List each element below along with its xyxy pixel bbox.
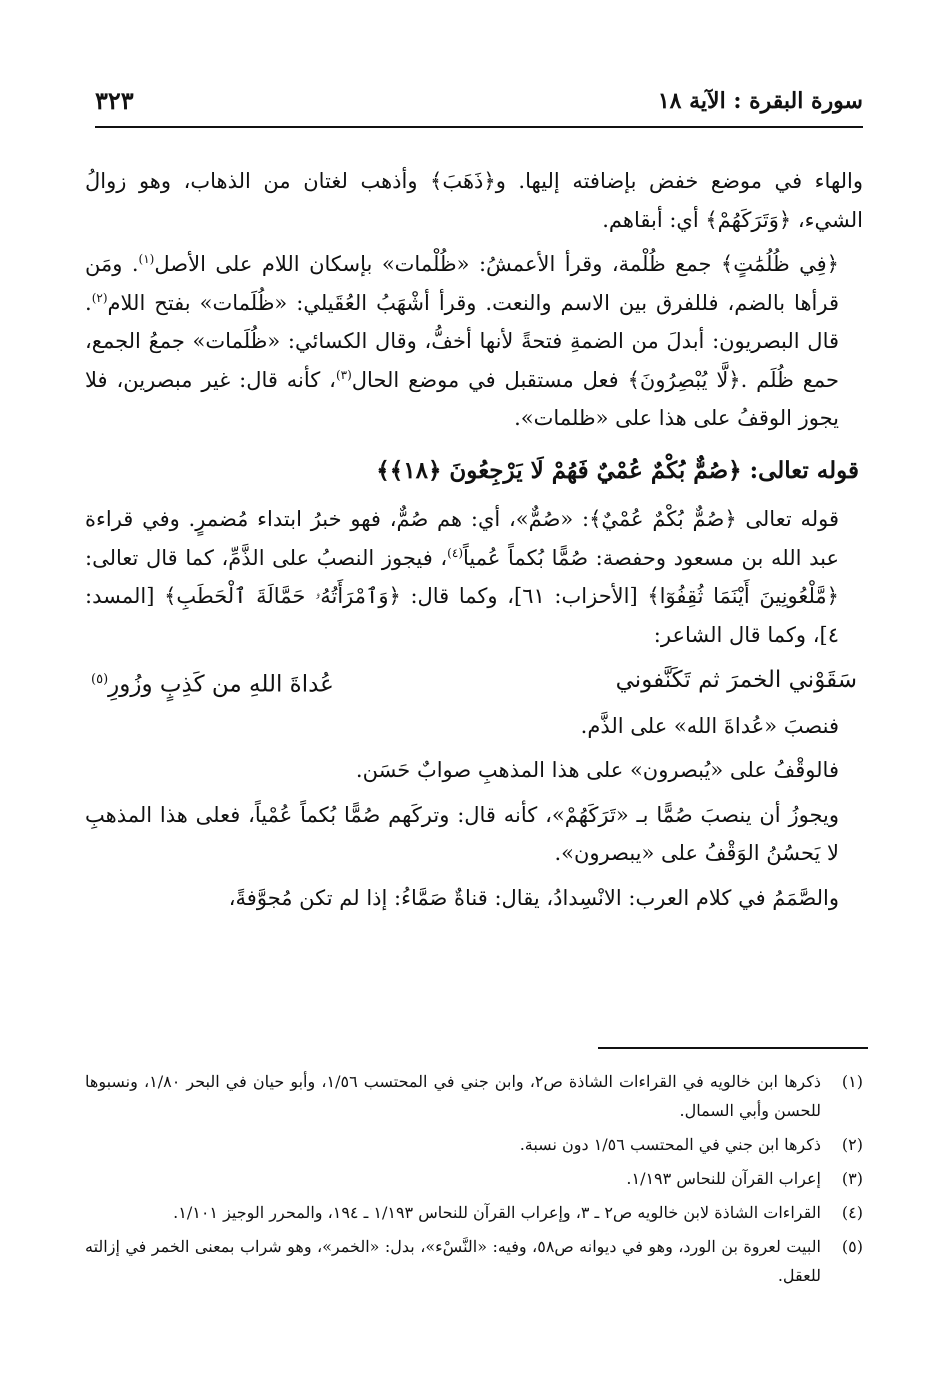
footnotes [85,1067,863,1295]
footnote-ref-1: (١) [138,252,155,266]
verse-label: قوله تعالى: [749,456,859,484]
footnote-2 [85,1130,863,1159]
footnote-1 [85,1067,863,1125]
paragraph-2-part-d: ، كأنه قال: غير مبصرين، فلا يجوز الوقفُ على هذا على «ظلمات». [85,367,839,430]
poem-verse [85,658,863,707]
footnote-number: (٥) [841,1237,863,1256]
paragraph-4: فنصبَ «عُداةَ الله» على الذَّم. [580,713,839,738]
page-number: ٣٢٣ [95,86,134,115]
footnote-text: القراءات الشاذة لابن خالويه ص٢ ـ ٣، وإعراب القرآن للنحاس ١/١٩٣ ـ ١٩٤، والمحرر الوجيز ١/١٠١. [173,1203,821,1222]
footnote-3 [85,1164,863,1193]
footnote-ref-5: (٥) [91,672,109,687]
footnote-ref-4: (٤) [447,545,463,560]
paragraph-3 [85,500,863,654]
poem-hemistich-first: سَقَوْني الخمرَ ثم تَكَنَّفوني [615,667,857,693]
paragraph-7: والصَّمَمُ في كلام العرب: الانْسِدادُ، يقال: قناةٌ صَمَّاءُ: إذا لم تكن مُجوَّفةً، [228,885,839,910]
paragraph-2-part-c: . قال البصريون: أبدلَ من الضمةِ فتحةً لأنها أخفُّ، وقال الكسائي: «ظُلَمات» جمعُ الجمع، حمع ظُلَم .﴿لَّا يُبْصِرُونَ﴾ فعل مستقبل في موضع الحال [85,290,840,392]
paragraph-3-part-a: قوله تعالى ﴿صُمٌّ بُكْمٌ عُمْيٌ﴾: «صُمٌّ»، أي: هم صُمٌّ، فهو خبرُ ابتداء مُضمرٍ. وفي قراءة عبد الله بن مسعود وحفصة: صُمًّا بُكماً عُمياً [85,507,839,570]
footnote-ref-2: (٢) [91,290,108,305]
page-header [95,86,863,128]
footnote-4 [85,1198,863,1227]
footnote-number: (٣) [841,1169,863,1188]
paragraph-1: والهاء في موضع خفض بإضافته إليها. و﴿ذَهَبَ﴾ وأذهب لغتان من الذهاب، وهو زوالُ الشيء، ﴿وَتَرَكَهُمْ﴾ أي: أبقاهم. [85,169,863,232]
poem-hemistich-second [91,658,334,707]
footnote-5 [85,1232,863,1290]
paragraph-6: ويجوزُ أن ينصبَ صُمًّا بـ «تَرَكَهُمْ»، كأنه قال: وتركَهم صُمًّا بُكماً عُمْياً، فعلى هذا المذهبِ لا يَحسُنُ الوَقْفُ على «يبصرون». [85,802,839,866]
footnote-separator [598,1047,868,1049]
verse-text: ﴿صُمٌّ بُكْمٌ عُمْيٌ فَهُمْ لَا يَرْجِعُونَ ﴿١٨﴾﴾ [376,456,742,484]
footnote-text: البيت لعروة بن الورد، وهو في ديوانه ص٥٨، وفيه: «النَّسْء»، بدل: «الخمر»، وهو شراب بمعنى الخمر في إزالته للعقل. [85,1237,821,1285]
paragraph-2-part-b: . ومَن قرأها بالضم، فللفرق بين الاسم والنعت. وقرأ أشْهَبُ العُقَيلي: «ظُلَمات» بفتح اللام [85,252,839,315]
footnote-text: إعراب القرآن للنحاس ١/١٩٣. [626,1169,821,1188]
paragraph-2 [85,245,863,438]
footnote-number: (٤) [841,1203,863,1222]
paragraph-3-part-b: ، فيجوز النصبُ على الذَّمِّ، كما قال تعالى: ﴿مَّلْعُونِينَ أَيْنَمَا ثُقِفُوٓا﴾ [الأحزاب: ٦١]، وكما قال: ﴿وَٱمْرَأَتُهُۥ حَمَّالَةَ ٱلْحَطَبِ﴾ [المسد: ٤]، وكما قال الشاعر: [85,545,839,647]
footnote-number: (١) [841,1072,863,1091]
footnote-text: ذكرها ابن جني في المحتسب ١/٥٦ دون نسبة. [519,1135,821,1154]
paragraph-2-part-a: ﴿فِي ظُلُمَٰتٍ﴾ جمع ظُلْمة، وقرأ الأعمشُ: «ظُلْمات» بإسكان اللام على الأصل [154,252,839,276]
poem-hemistich-second-text: عُداةَ اللهِ من كَذِبٍ وزُورِ [108,671,334,698]
verse-heading [85,452,863,491]
footnote-text: ذكرها ابن خالويه في القراءات الشاذة ص٢، وابن جني في المحتسب ١/٥٦، وأبو حيان في البحر ١/٨٠، ونسبوها للحسن وأبي السمال. [85,1072,821,1120]
footnote-ref-3: (٣) [335,367,352,382]
footnote-number: (٢) [841,1135,863,1154]
running-title: سورة البقرة : الآية ١٨ [657,88,863,114]
paragraph-5: فالوقْفُ على «يُبصرون» على هذا المذهبِ صوابٌ حَسَن. [355,758,839,783]
main-text [85,162,863,917]
